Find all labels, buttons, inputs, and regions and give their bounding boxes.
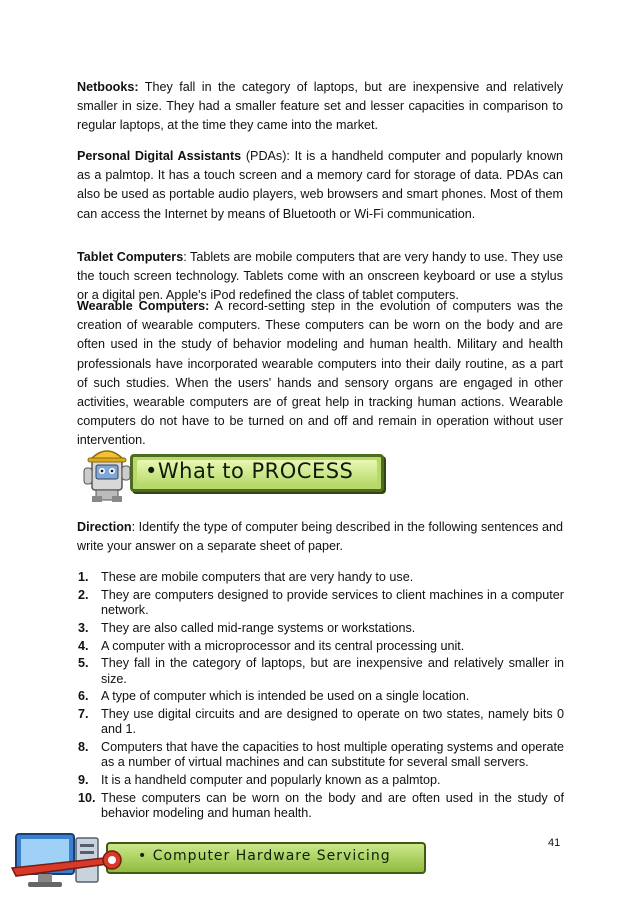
list-item bbox=[78, 570, 564, 585]
term-tablet: Tablet Computers bbox=[77, 250, 184, 264]
paragraph-wearable bbox=[77, 297, 563, 451]
question-text: A computer with a microprocessor and its central processing unit. bbox=[101, 638, 465, 653]
question-text: They are also called mid-range systems or workstations. bbox=[101, 620, 416, 635]
paragraph-netbooks bbox=[77, 78, 563, 136]
list-item bbox=[78, 621, 564, 636]
term-pda: Personal Digital Assistants bbox=[77, 149, 242, 163]
list-item bbox=[78, 639, 564, 654]
question-number: 1. bbox=[78, 570, 89, 584]
footer-banner bbox=[8, 828, 428, 890]
question-text: These are mobile computers that are very handy to use. bbox=[101, 570, 414, 584]
question-number: 4. bbox=[78, 638, 89, 653]
question-text: They use digital circuits and are designed to operate on two states, namely bits 0 and 1. bbox=[101, 707, 564, 737]
banner-bar bbox=[130, 454, 384, 492]
page-number: 41 bbox=[548, 837, 561, 849]
direction-paragraph bbox=[77, 518, 563, 556]
paragraph-pda bbox=[77, 147, 563, 224]
list-item bbox=[78, 740, 564, 770]
question-number: 8. bbox=[78, 740, 89, 755]
footer-title: • Computer Hardware Servicing bbox=[138, 848, 391, 864]
computer-wrench-icon bbox=[8, 828, 138, 890]
text-wearable: A record-setting step in the evolution of computers was the creation of wearable computers. These computers can be worn on the body and are often used in the study of behavior modeling and human health. Military and health professionals have incorporated wearable computers into their daily routine, as a part of such studies. When the users' hands and sensory organs are engaged in other activities, wearable computers are of great help in tracking human actions. Wearable computers do not have to be turned on and off and remain in operation without user intervention. bbox=[77, 299, 564, 448]
banner-title: •What to PROCESS bbox=[145, 459, 354, 483]
question-text: Computers that have the capacities to host multiple operating systems and operate as a number of virtual machines and can substitute for several small servers. bbox=[101, 740, 564, 770]
question-number: 7. bbox=[78, 707, 89, 722]
text-netbooks: They fall in the category of laptops, but are inexpensive and relatively smaller in size. They had a smaller feature set and lesser capacities in comparison to regular laptops, at the time they came into the market. bbox=[77, 80, 563, 133]
list-item bbox=[78, 689, 564, 704]
term-netbooks: Netbooks: bbox=[77, 80, 139, 94]
question-text: A type of computer which is intended be used on a single location. bbox=[101, 689, 470, 704]
question-number: 3. bbox=[78, 620, 89, 635]
list-item bbox=[78, 791, 564, 821]
list-item bbox=[78, 773, 564, 788]
question-text: It is a handheld computer and popularly known as a palmtop. bbox=[101, 773, 441, 788]
question-number: 10. bbox=[78, 790, 96, 805]
question-list bbox=[78, 570, 564, 824]
direction-text: : Identify the type of computer being described in the following sentences and write your answer on a separate sheet of paper. bbox=[77, 520, 563, 554]
footer-bar bbox=[106, 842, 426, 874]
text-pda: (PDAs): It is a handheld computer and popularly known as a palmtop. It has a touch screen and a memory card for storage of data. PDAs can also be used as portable audio players, web browsers and smart phones. Most of them can access the Internet by means of Bluetooth or Wi-Fi communication. bbox=[77, 149, 564, 221]
robot-mascot-icon bbox=[78, 438, 138, 504]
list-item bbox=[78, 656, 564, 686]
question-number: 2. bbox=[78, 587, 89, 602]
question-text: They fall in the category of laptops, but are inexpensive and relatively smaller in size. bbox=[101, 656, 564, 686]
question-number: 6. bbox=[78, 689, 89, 704]
question-number: 9. bbox=[78, 773, 89, 788]
direction-term: Direction bbox=[77, 520, 132, 534]
section-banner bbox=[78, 438, 388, 504]
question-text: They are computers designed to provide services to client machines in a computer network. bbox=[101, 587, 564, 617]
list-item bbox=[78, 707, 564, 737]
question-number: 5. bbox=[78, 656, 89, 671]
text-tablet: : Tablets are mobile computers that are very handy to use. They use the touch screen technology. Tablets come with an onscreen keyboard or use a stylus or a digital pen. Apple's iPod redefined the class of tablet computers. bbox=[77, 250, 564, 303]
question-text: These computers can be worn on the body and are often used in the study of behavior modeling and human health. bbox=[101, 790, 564, 821]
list-item bbox=[78, 588, 564, 618]
term-wearable: Wearable Computers: bbox=[77, 299, 210, 313]
